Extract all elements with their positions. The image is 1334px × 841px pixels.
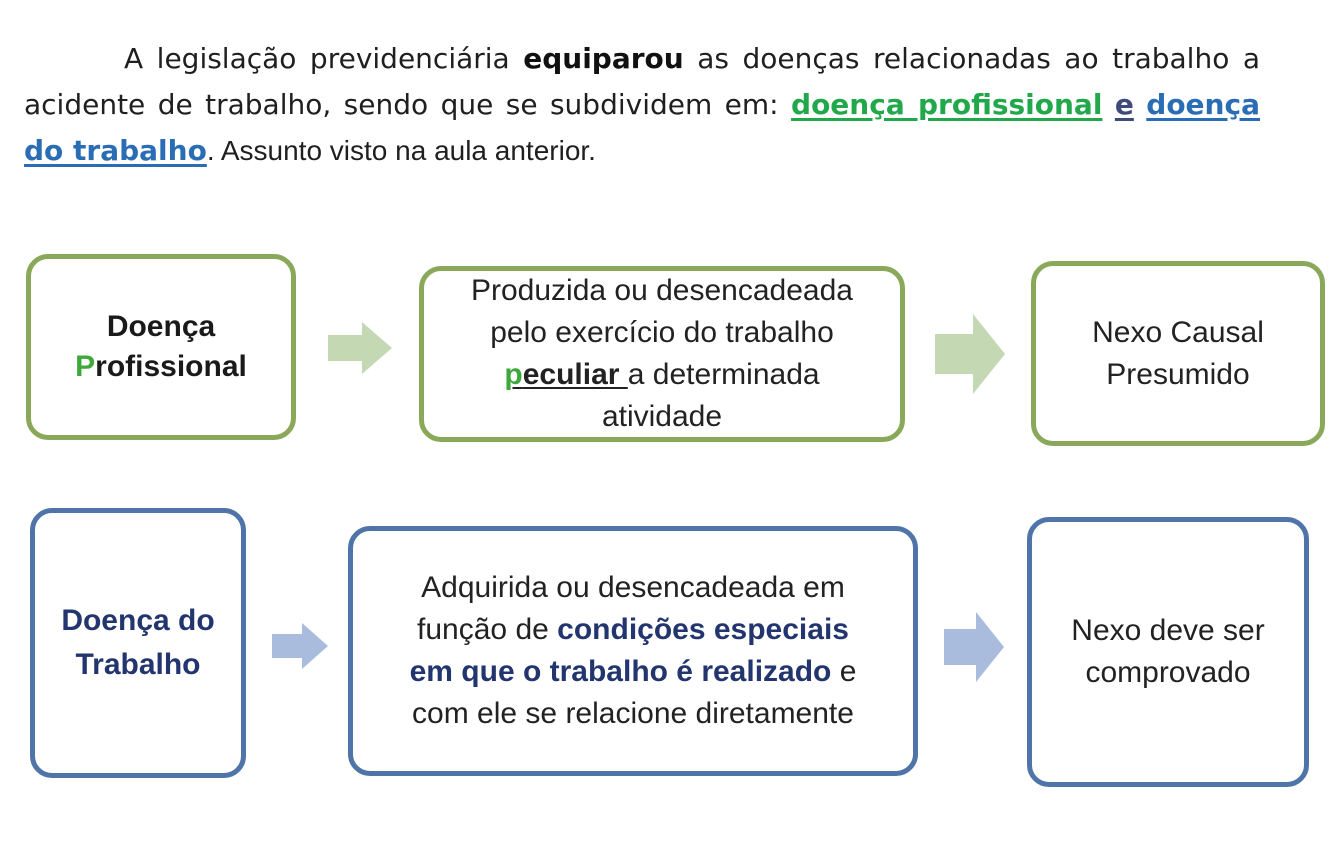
nexo-deve-ser-comprovado-box bbox=[1027, 517, 1309, 787]
doenca-profissional-title-line2 bbox=[75, 347, 247, 387]
doenca-do-trabalho-box bbox=[30, 508, 246, 778]
intro-conjunction: e bbox=[1114, 88, 1134, 121]
doenca-do-trabalho-description-box bbox=[348, 526, 918, 776]
right-arrow-icon bbox=[935, 314, 1005, 394]
description-line-1: Produzida ou desencadeada bbox=[471, 274, 853, 307]
doenca-profissional-title-line1: Doença bbox=[106, 310, 216, 343]
peculiar-word bbox=[504, 358, 627, 391]
doenca-do-trabalho-title-line2: Trabalho bbox=[75, 648, 201, 681]
result-line-2: comprovado bbox=[1085, 656, 1251, 689]
title-rest: rofissional bbox=[95, 350, 247, 383]
intro-text-middle: as doenças relacionadas ao trabalho a acidente de trabalho, sendo que se subdividem em: bbox=[24, 42, 1261, 121]
result-line-2: Presumido bbox=[1106, 357, 1250, 391]
description-line-2: pelo exercício do trabalho bbox=[490, 316, 834, 349]
description-line-2-start: função de bbox=[417, 613, 549, 646]
trabalho-realizado-text: em que o trabalho é realizado bbox=[409, 655, 832, 688]
intro-bold-word: equiparou bbox=[523, 42, 684, 75]
description-line-4: com ele se relacione diretamente bbox=[412, 697, 854, 730]
description-line-3-rest: e bbox=[839, 655, 857, 688]
nexo-causal-presumido-box bbox=[1031, 261, 1325, 446]
peculiar-accent-letter: p bbox=[504, 358, 523, 391]
doenca-profissional-description-box bbox=[419, 266, 905, 442]
right-arrow-icon bbox=[944, 612, 1004, 682]
description-line-3 bbox=[410, 651, 857, 693]
right-arrow-icon bbox=[272, 623, 328, 669]
result-line-1: Nexo deve ser bbox=[1071, 614, 1265, 647]
description-line-3-rest: a determinada bbox=[627, 358, 820, 391]
description-line-3 bbox=[471, 354, 853, 396]
link-doenca-do-trabalho[interactable]: doença do trabalho bbox=[24, 88, 1260, 167]
description-line-4: atividade bbox=[601, 400, 723, 433]
condicoes-especiais-text: condições especiais bbox=[557, 613, 849, 646]
result-line-1: Nexo Causal bbox=[1092, 315, 1264, 349]
description-line-1: Adquirida ou desencadeada em bbox=[421, 571, 845, 604]
link-doenca-profissional[interactable]: doença profissional bbox=[791, 88, 1103, 121]
intro-text-end: . Assunto visto na aula anterior. bbox=[206, 135, 596, 166]
peculiar-rest: eculiar bbox=[522, 358, 628, 391]
right-arrow-icon bbox=[328, 322, 392, 374]
doenca-profissional-box bbox=[26, 254, 296, 440]
intro-paragraph bbox=[24, 36, 1260, 174]
title-accent-letter: P bbox=[75, 350, 96, 383]
intro-text-start: A legislação previdenciária bbox=[124, 42, 510, 75]
doenca-do-trabalho-title-line1: Doença do bbox=[61, 604, 215, 637]
description-line-2 bbox=[410, 609, 857, 651]
